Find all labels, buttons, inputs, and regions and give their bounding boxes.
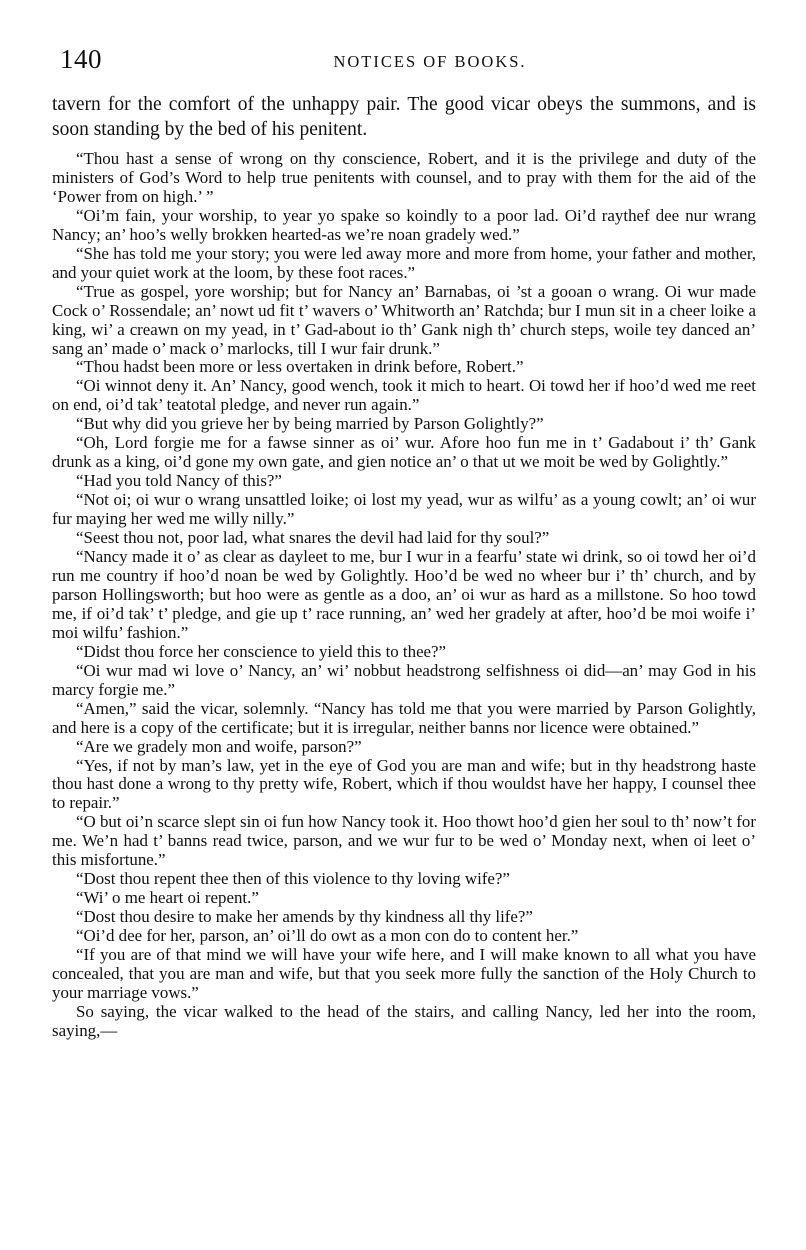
page-number: 140 [60, 44, 102, 74]
body-paragraph: “Oi’d dee for her, parson, an’ oi’ll do owt as a mon con do to content her.” [76, 926, 579, 946]
body-paragraph: So saying, the vicar walked to the head of the stairs, and calling Nancy, led her into the room, saying,— [52, 1001, 756, 1040]
body-paragraph: “O but oi’n scarce slept sin oi fun how Nancy took it. Hoo thowt hoo’d gien her soul to th’ now’t for me. We’n had t’ banns read twice, parson, and we wur fur to be wed o’ Monday next, when oi leet o’ this misfortune.” [52, 812, 756, 870]
body-paragraph: “But why did you grieve her by being married by Parson Golightly?” [76, 414, 544, 434]
body-paragraph: “Dost thou repent thee then of this violence to thy loving wife?” [76, 869, 510, 889]
body-paragraph: “Didst thou force her conscience to yield this to thee?” [76, 641, 447, 661]
body-paragraph: “Dost thou desire to make her amends by thy kindness all thy life?” [76, 907, 533, 927]
body-paragraph: “Are we gradely mon and woife, parson?” [76, 736, 362, 756]
body-paragraph: “Not oi; oi wur o wrang unsattled loike; oi lost my yead, wur as wilfu’ as a young cowlt; an’ oi wur fur maying her wed me willy nilly.” [52, 490, 756, 529]
body-paragraph: “If you are of that mind we will have your wife here, and I will make known to all what you have concealed, that you are man and wife, but that you seek more fully the sanction of the Holy Church to your marriage vows.” [52, 945, 756, 1002]
body-paragraph: “Oi wur mad wi love o’ Nancy, an’ wi’ nobbut headstrong selfishness oi did—an’ may God in his marcy forgie me.” [52, 660, 756, 699]
body-paragraph: “Seest thou not, poor lad, what snares the devil had laid for thy soul?” [76, 528, 550, 548]
body-paragraph: “Thou hadst been more or less overtaken in drink before, Robert.” [76, 357, 524, 377]
body-paragraph: “Yes, if not by man’s law, yet in the eye of God you are man and wife; but in thy headstrong haste thou hast done a wrong to thy pretty wife, Robert, which if thou wouldst have her happy, I counsel thee to repair.” [52, 755, 756, 813]
lead-paragraph: tavern for the comfort of the unhappy pair. The good vicar obeys the summons, and is soon standing by the bed of his penitent. [52, 94, 756, 140]
body-paragraph: “Wi’ o me heart oi repent.” [76, 888, 259, 908]
dialogue-paragraphs [52, 150, 756, 1041]
body-paragraph: “Had you told Nancy of this?” [76, 471, 282, 491]
body-paragraph: “She has told me your story; you were led away more and more from home, your father and mother, and your quiet work at the loom, by these foot races.” [52, 243, 756, 282]
page-body [52, 92, 756, 1041]
body-paragraph: “Oi winnot deny it. An’ Nancy, good wench, took it mich to heart. Oi towd her if hoo’d wed me reet on end, oi’d tak’ teatotal pledge, and never run again.” [52, 376, 756, 415]
running-head [54, 44, 766, 78]
body-paragraph: “Nancy made it o’ as clear as dayleet to me, bur I wur in a fearfu’ state wi drink, so oi towd her oi’d run me country if hoo’d noan be wed by Golightly. Hoo’d be wed no wheer bur i’ th’ church, and by parson Hollingsworth; but hoo were as gentle as a doo, an’ oi wur as hard as a millstone. So hoo towd me, if oi’d tak’ t’ pledge, and gie up t’ race running, an’ wed her gradely at after, hoo’d be moi woife i’ moi wilfu’ fashion.” [52, 547, 756, 642]
body-paragraph: “Oh, Lord forgie me for a fawse sinner as oi’ wur. Afore hoo fun me in t’ Gadabout i’ th’ Gank drunk as a king, oi’d gone my own gate, and gien notice an’ o that ut we moit be wed by Golightly.” [52, 433, 756, 472]
body-paragraph: “Oi’m fain, your worship, to year yo spake so koindly to a poor lad. Oi’d raythef dee nur wrang Nancy; an’ hoo’s welly brokken hearted-as we’re noan gradely wed.” [52, 205, 756, 244]
body-paragraph: “True as gospel, yore worship; but for Nancy an’ Barnabas, oi ’st a gooan o wrang. Oi wur made Cock o’ Rossendale; an’ nowt ud fit t’ wavers o’ Whitworth an’ Ratchda; bur I mun sit in a cheer loike a king, wi’ a creawn on my yead, in t’ Gad-about io th’ Gank nigh th’ church steps, woile tey danced an’ sang an’ made o’ mack o’ marlocks, till I wur fair drunk.” [52, 281, 756, 358]
running-title: NOTICES OF BOOKS. [333, 52, 527, 71]
body-paragraph: “Thou hast a sense of wrong on thy conscience, Robert, and it is the privilege and duty of the ministers of God’s Word to help true penitents with counsel, and to pray with them for the aid of the ‘Power from on high.’ ” [52, 149, 756, 206]
body-paragraph: “Amen,” said the vicar, solemnly. “Nancy has told me that you were married by Parson Golightly, and here is a copy of the certificate; but it is irregular, neither banns nor licence were obtained.” [52, 698, 756, 737]
